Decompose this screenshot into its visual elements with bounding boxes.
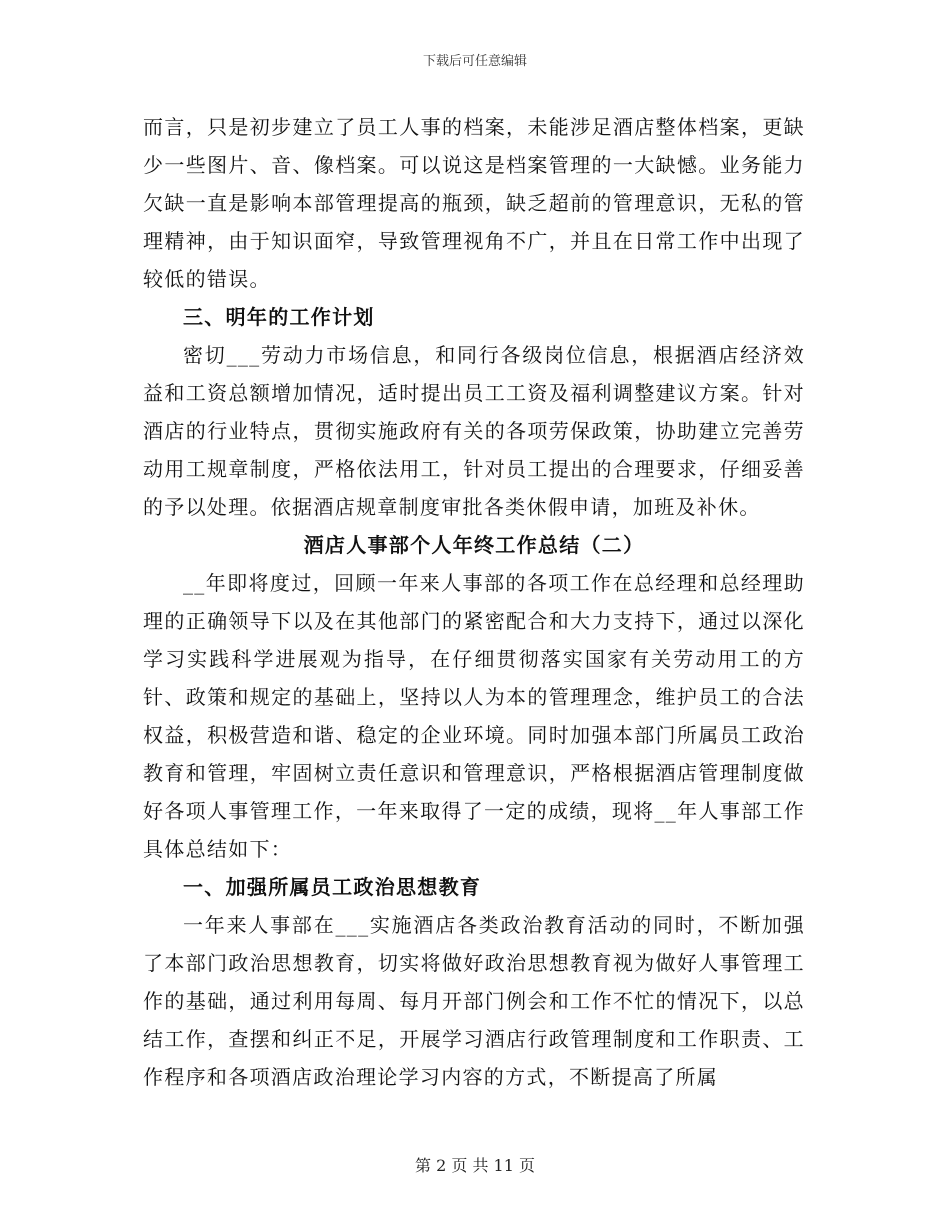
section-heading-political-education: 一、加强所属员工政治思想教育 xyxy=(183,875,482,899)
document-body xyxy=(143,108,805,1096)
section-heading-next-year-plan: 三、明年的工作计划 xyxy=(183,305,375,329)
paragraph-work-plan: 密切___劳动力市场信息，和同行各级岗位信息，根据酒店经济效益和工资总额增加情况，适时提出员工工资及福利调整建议方案。针对酒店的行业特点，贯彻实施政府有关的各项劳保政策，协助建立完善劳动用工规章制度，严格依法用工，针对员工提出的合理要求，仔细妥善的予以处理。依据酒店规章制度审批各类休假申请，加班及补休。 xyxy=(143,343,805,519)
document-title-part-two: 酒店人事部个人年终工作总结（二） xyxy=(303,533,645,557)
page-footer: 第 2 页 共 11 页 xyxy=(415,1156,535,1175)
page-header: 下载后可任意编辑 xyxy=(422,54,527,69)
paragraph-political-education: 一年来人事部在___实施酒店各类政治教育活动的同时，不断加强了本部门政治思想教育，切实将做好政治思想教育视为做好人事管理工作的基础，通过利用每周、每月开部门例会和工作不忙的情况下，以总结工作，查摆和纠正不足，开展学习酒店行政管理制度和工作职责、工作程序和各项酒店政治理论学习内容的方式，不断提高了所属 xyxy=(143,913,805,1089)
paragraph-annual-review: __年即将度过，回顾一年来人事部的各项工作在总经理和总经理助理的正确领导下以及在其他部门的紧密配合和大力支持下，通过以深化学习实践科学进展观为指导，在仔细贯彻落实国家有关劳动用工的方针、政策和规定的基础上，坚持以人为本的管理理念，维护员工的合法权益，积极营造和谐、稳定的企业环境。同时加强本部门所属员工政治教育和管理，牢固树立责任意识和管理意识，严格根据酒店管理制度做好各项人事管理工作，一年来取得了一定的成绩，现将__年人事部工作具体总结如下： xyxy=(143,571,805,861)
paragraph-archive-shortcomings: 而言，只是初步建立了员工人事的档案，未能涉足酒店整体档案，更缺少一些图片、音、像档案。可以说这是档案管理的一大缺憾。业务能力欠缺一直是影响本部管理提高的瓶颈，缺乏超前的管理意识，无私的管理精神，由于知识面窄，导致管理视角不广，并且在日常工作中出现了较低的错误。 xyxy=(143,115,805,291)
